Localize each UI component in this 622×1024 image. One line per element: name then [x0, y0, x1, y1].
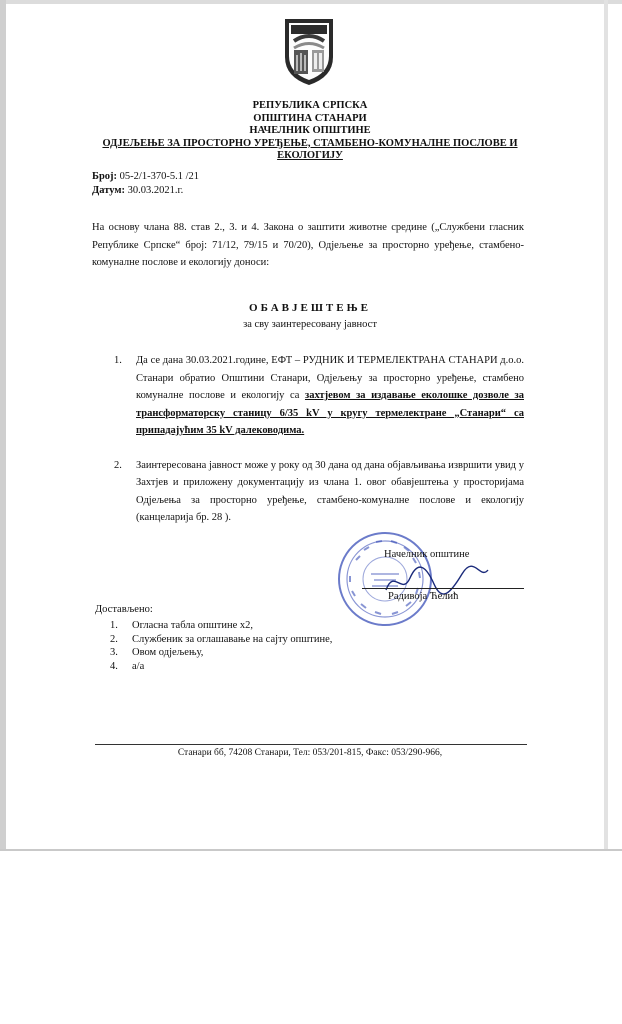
- delivery-item-text: Службеник за оглашавање на сајту општине,: [132, 633, 333, 645]
- header-mayor: НАЧЕЛНИК ОПШТИНЕ: [249, 125, 371, 136]
- delivery-item-number: 2.: [110, 633, 118, 645]
- notice-item-text-plain: Да се дана 30.03.2021.године, ЕФТ – РУДНИК И ТЕРМЕЛЕКТРАНА СТАНАРИ д.о.о. Станари обратио Општини Станари, Одјељењу за просторно уређење, стамбено комуналне послове и екологију са: [136, 355, 524, 401]
- notice-item-number: 2.: [114, 459, 122, 471]
- footer-rule: [95, 744, 527, 745]
- delivery-item-number: 3.: [110, 647, 118, 659]
- header-municipality: ОПШТИНА СТАНАРИ: [253, 112, 367, 124]
- delivery-item: [110, 633, 332, 647]
- reference-number-label: Број:: [92, 171, 118, 182]
- notice-item: [92, 352, 524, 440]
- municipal-crest-logo: [282, 17, 336, 87]
- signature-line: [362, 588, 524, 589]
- delivery-item-number: 1.: [110, 620, 118, 631]
- notice-item-text-plain: Заинтересована јавност може у року од 30 дана од дана објављивања извршити увид у Захтјев и приложену документацију из члана 1. овог обавјештења у просторијама Одјељења за просторно уређење, стамбено-комуналне послове и екологију (канцеларија бр. 28 ).: [136, 459, 524, 523]
- notice-item-number: 1.: [114, 355, 122, 366]
- scan-bottom-edge: [0, 849, 622, 851]
- document-date-label: Датум:: [92, 184, 125, 196]
- header-department: ОДЈЕЉЕЊЕ ЗА ПРОСТОРНО УРЕЂЕЊЕ, СТАМБЕНО-КОМУНАЛНЕ ПОСЛОВЕ И: [102, 137, 518, 149]
- reference-number-value: 05-2/1-370-5.1 /21: [117, 171, 199, 182]
- document-date: [92, 184, 199, 198]
- delivery-item-text: а/а: [132, 661, 145, 673]
- delivery-item-text: Овом одјељењу,: [132, 647, 204, 659]
- header-republic: РЕПУБЛИКА СРПСКА: [252, 100, 368, 111]
- document-title: ОБАВЈЕШТЕЊЕ: [249, 302, 371, 314]
- delivery-item-text: Огласна табла општине х2,: [132, 620, 253, 631]
- legal-basis-paragraph: На основу члана 88. став 2., 3. и 4. Закона о заштити животне средине („Службени гласник Републике Српске“ број: 71/12, 79/15 и 70/20), Одјељење за просторно уређење, стамбено-комуналне послове и екологију доноси:: [92, 222, 524, 268]
- document-subtitle: за сву заинтересовану јавност: [243, 319, 377, 330]
- notice-item-text-emphasis: захтјевом за издавање еколошке дозволе за трансформаторску станицу 6/35 kV у кругу термелектране „Станари“ са припадајућим 35 kV далеководима.: [136, 390, 524, 436]
- delivery-item: [110, 619, 332, 633]
- header-department-cont: ЕКОЛОГИЈУ: [277, 150, 343, 161]
- delivery-item: [110, 660, 332, 674]
- delivery-list: [110, 619, 332, 674]
- scan-edge-top: [0, 0, 622, 4]
- delivery-item: [110, 646, 332, 660]
- letterhead: [60, 100, 560, 163]
- notice-item-text: [136, 457, 524, 527]
- signer-title: Начелник општине: [384, 549, 470, 560]
- delivery-item-number: 4.: [110, 661, 118, 673]
- scan-edge-left: [0, 0, 6, 850]
- reference-number: [92, 170, 199, 184]
- footer-contact: Станари бб, 74208 Станари, Тел: 053/201-815, Факс: 053/290-966,: [177, 748, 443, 758]
- document-meta: [92, 170, 199, 197]
- scan-edge-right: [604, 0, 608, 850]
- notice-items: [92, 352, 524, 544]
- notice-item: [92, 457, 524, 527]
- signer-name: Радивоја Ћелић: [388, 591, 459, 602]
- document-date-value: 30.03.2021.г.: [124, 184, 184, 196]
- delivered-to-label: Достављено:: [95, 604, 153, 615]
- notice-item-text: [136, 352, 524, 440]
